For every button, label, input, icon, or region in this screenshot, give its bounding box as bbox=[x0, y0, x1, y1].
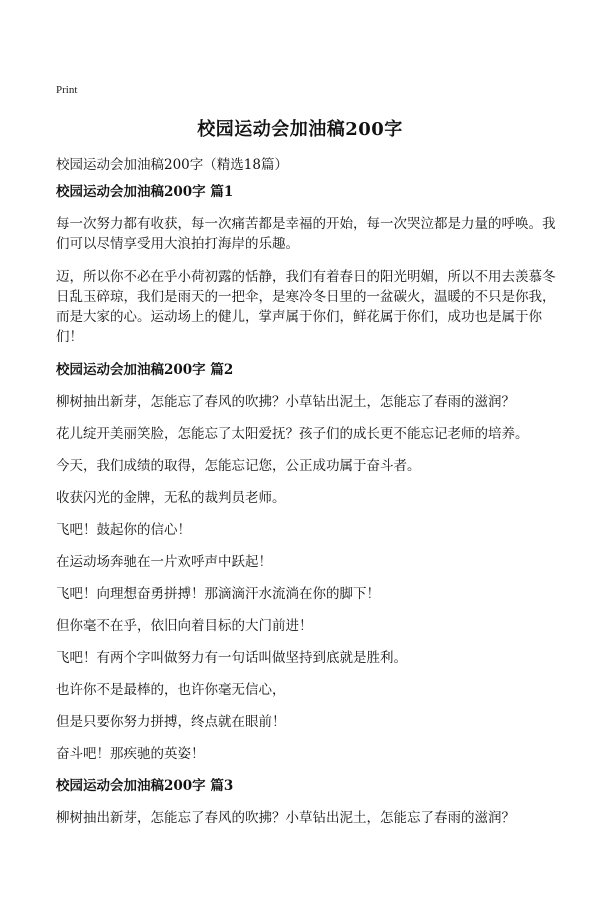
paragraph: 今天，我们成绩的取得，怎能忘记您，公正成功属于奋斗者。 bbox=[56, 458, 421, 474]
paragraph: 奋斗吧！那疾驰的英姿！ bbox=[56, 746, 205, 762]
paragraph: 飞吧！向理想奋勇拼搏！那滴滴汗水流淌在你的脚下！ bbox=[56, 586, 380, 602]
paragraph: 每一次努力都有收获，每一次痛苦都是幸福的开始，每一次哭泣都是力量的呼唤。我们可以尽情享受用大浪拍打海岸的乐趣。 bbox=[56, 216, 556, 252]
document-subtitle: 校园运动会加油稿200字（精选18篇） bbox=[56, 157, 288, 173]
paragraph: 柳树抽出新芽，怎能忘了春风的吹拂？小草钻出泥土，怎能忘了春雨的滋润？ bbox=[56, 810, 515, 826]
document-body bbox=[56, 182, 556, 841]
print-label: Print bbox=[56, 84, 78, 96]
paragraph: 飞吧！有两个字叫做努力有一句话叫做坚持到底就是胜利。 bbox=[56, 650, 407, 666]
section-heading: 校园运动会加油稿200字 篇2 bbox=[56, 362, 234, 378]
section-3 bbox=[56, 776, 556, 828]
paragraph: 花儿绽开美丽笑脸，怎能忘了太阳爱抚？孩子们的成长更不能忘记老师的培养。 bbox=[56, 426, 529, 442]
paragraph: 飞吧！鼓起你的信心！ bbox=[56, 522, 191, 538]
page-title: 校园运动会加油稿200字 bbox=[197, 119, 403, 140]
section-heading: 校园运动会加油稿200字 篇3 bbox=[56, 778, 234, 794]
paragraph: 迈，所以你不必在乎小荷初露的恬静，我们有着春日的阳光明媚，所以不用去羡慕冬日乱玉碎琼，我们是雨天的一把伞，是寒冷冬日里的一盆碳火，温暖的不只是你我，而是大家的心。运动场上的健儿，掌声属于你们，鲜花属于你们，成功也是属于你们！ bbox=[56, 269, 556, 345]
paragraph: 也许你不是最棒的，也许你毫无信心， bbox=[56, 682, 286, 698]
paragraph: 收获闪光的金牌，无私的裁判员老师。 bbox=[56, 490, 286, 506]
section-heading: 校园运动会加油稿200字 篇1 bbox=[56, 184, 234, 200]
paragraph: 在运动场奔驰在一片欢呼声中跃起！ bbox=[56, 554, 272, 570]
section-1 bbox=[56, 182, 556, 347]
paragraph: 但你毫不在乎，依旧向着目标的大门前进！ bbox=[56, 618, 313, 634]
paragraph: 但是只要你努力拼搏，终点就在眼前！ bbox=[56, 714, 286, 730]
paragraph: 柳树抽出新芽，怎能忘了春风的吹拂？小草钻出泥土，怎能忘了春雨的滋润？ bbox=[56, 394, 515, 410]
section-2 bbox=[56, 360, 556, 764]
